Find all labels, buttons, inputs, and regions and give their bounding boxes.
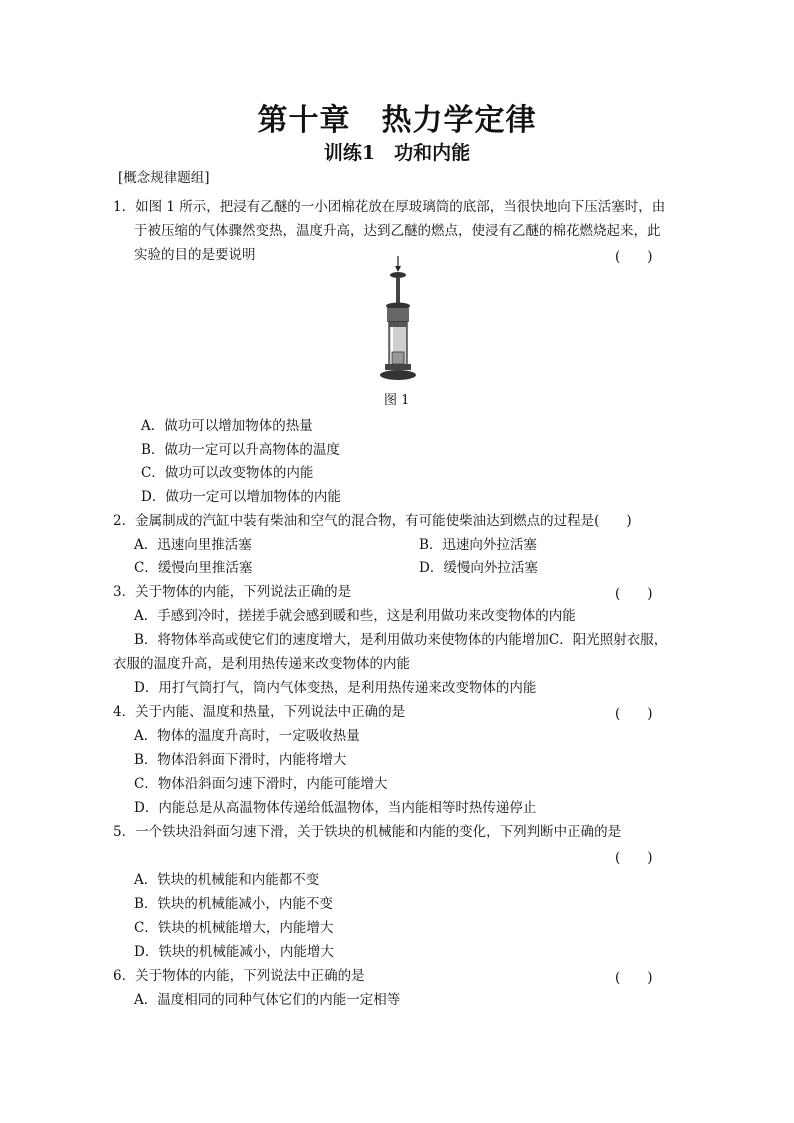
- compression-cylinder-figure: [370, 256, 426, 386]
- q1-option-d: D．做功一定可以增加物体的内能: [141, 489, 341, 505]
- q4-stem: 4．关于内能、温度和热量，下列说法中正确的是: [113, 704, 406, 720]
- q4-answer-paren: ( ): [615, 706, 653, 722]
- q5-stem: 5．一个铁块沿斜面匀速下滑，关于铁块的机械能和内能的变化，下列判断中正确的是: [113, 824, 622, 840]
- q6-option-a: A．温度相同的同种气体它们的内能一定相等: [134, 992, 401, 1008]
- q5-option-c: C．铁块的机械能增大，内能增大: [134, 920, 334, 936]
- q1-option-c: C．做功可以改变物体的内能: [141, 465, 314, 481]
- q1-line-2: 于被压缩的气体骤然变热，温度升高，达到乙醚的燃点，使浸有乙醚的棉花燃烧起来，此: [134, 223, 661, 239]
- q2-option-b: B．迅速向外拉活塞: [419, 537, 537, 553]
- q1-option-b: B．做功一定可以升高物体的温度: [141, 442, 340, 458]
- q5-option-b: B．铁块的机械能减小，内能不变: [134, 896, 333, 912]
- q1-line-3: 实验的目的是要说明: [134, 247, 256, 263]
- q6-stem: 6．关于物体的内能，下列说法中正确的是: [113, 968, 365, 984]
- group-label: [概念规律题组]: [118, 170, 210, 186]
- q4-option-b: B．物体沿斜面下滑时，内能将增大: [134, 752, 347, 768]
- q3-option-a: A．手感到冷时，搓搓手就会感到暖和些，这是利用做功来改变物体的内能: [134, 608, 576, 624]
- chapter-title: 第十章 热力学定律: [257, 103, 537, 138]
- q3-option-b-c: B．将物体举高或使它们的速度增大，是利用做功来使物体的内能增加C．阳光照射衣服，: [134, 632, 668, 648]
- q4-option-d: D．内能总是从高温物体传递给低温物体，当内能相等时热传递停止: [134, 800, 537, 816]
- q1-answer-paren: ( ): [615, 249, 653, 265]
- q2-option-c: C．缓慢向里推活塞: [134, 560, 253, 576]
- q1-line-1: 1．如图 1 所示，把浸有乙醚的一小团棉花放在厚玻璃筒的底部，当很快地向下压活塞时，由: [113, 199, 666, 215]
- q1-option-a: A．做功可以增加物体的热量: [141, 418, 313, 434]
- q5-answer-paren: ( ): [615, 850, 653, 866]
- figure-caption: 图 1: [384, 393, 410, 408]
- q2-option-a: A．迅速向里推活塞: [134, 537, 252, 553]
- section-title: 训练1 功和内能: [323, 142, 471, 164]
- q3-option-d: D．用打气筒打气，筒内气体变热，是利用热传递来改变物体的内能: [134, 680, 537, 696]
- q4-option-c: C．物体沿斜面匀速下滑时，内能可能增大: [134, 776, 388, 792]
- q2-stem: 2．金属制成的汽缸中装有柴油和空气的混合物，有可能使柴油达到燃点的过程是( ): [113, 513, 632, 529]
- q3-answer-paren: ( ): [615, 586, 653, 602]
- q3-stem: 3．关于物体的内能，下列说法正确的是: [113, 584, 352, 600]
- q5-option-d: D．铁块的机械能减小，内能增大: [134, 944, 334, 960]
- q3-option-c-cont: 衣服的温度升高，是利用热传递来改变物体的内能: [113, 656, 410, 672]
- q2-option-d: D．缓慢向外拉活塞: [419, 560, 538, 576]
- q5-option-a: A．铁块的机械能和内能都不变: [134, 872, 320, 888]
- q6-answer-paren: ( ): [615, 970, 653, 986]
- q4-option-a: A．物体的温度升高时，一定吸收热量: [134, 728, 360, 744]
